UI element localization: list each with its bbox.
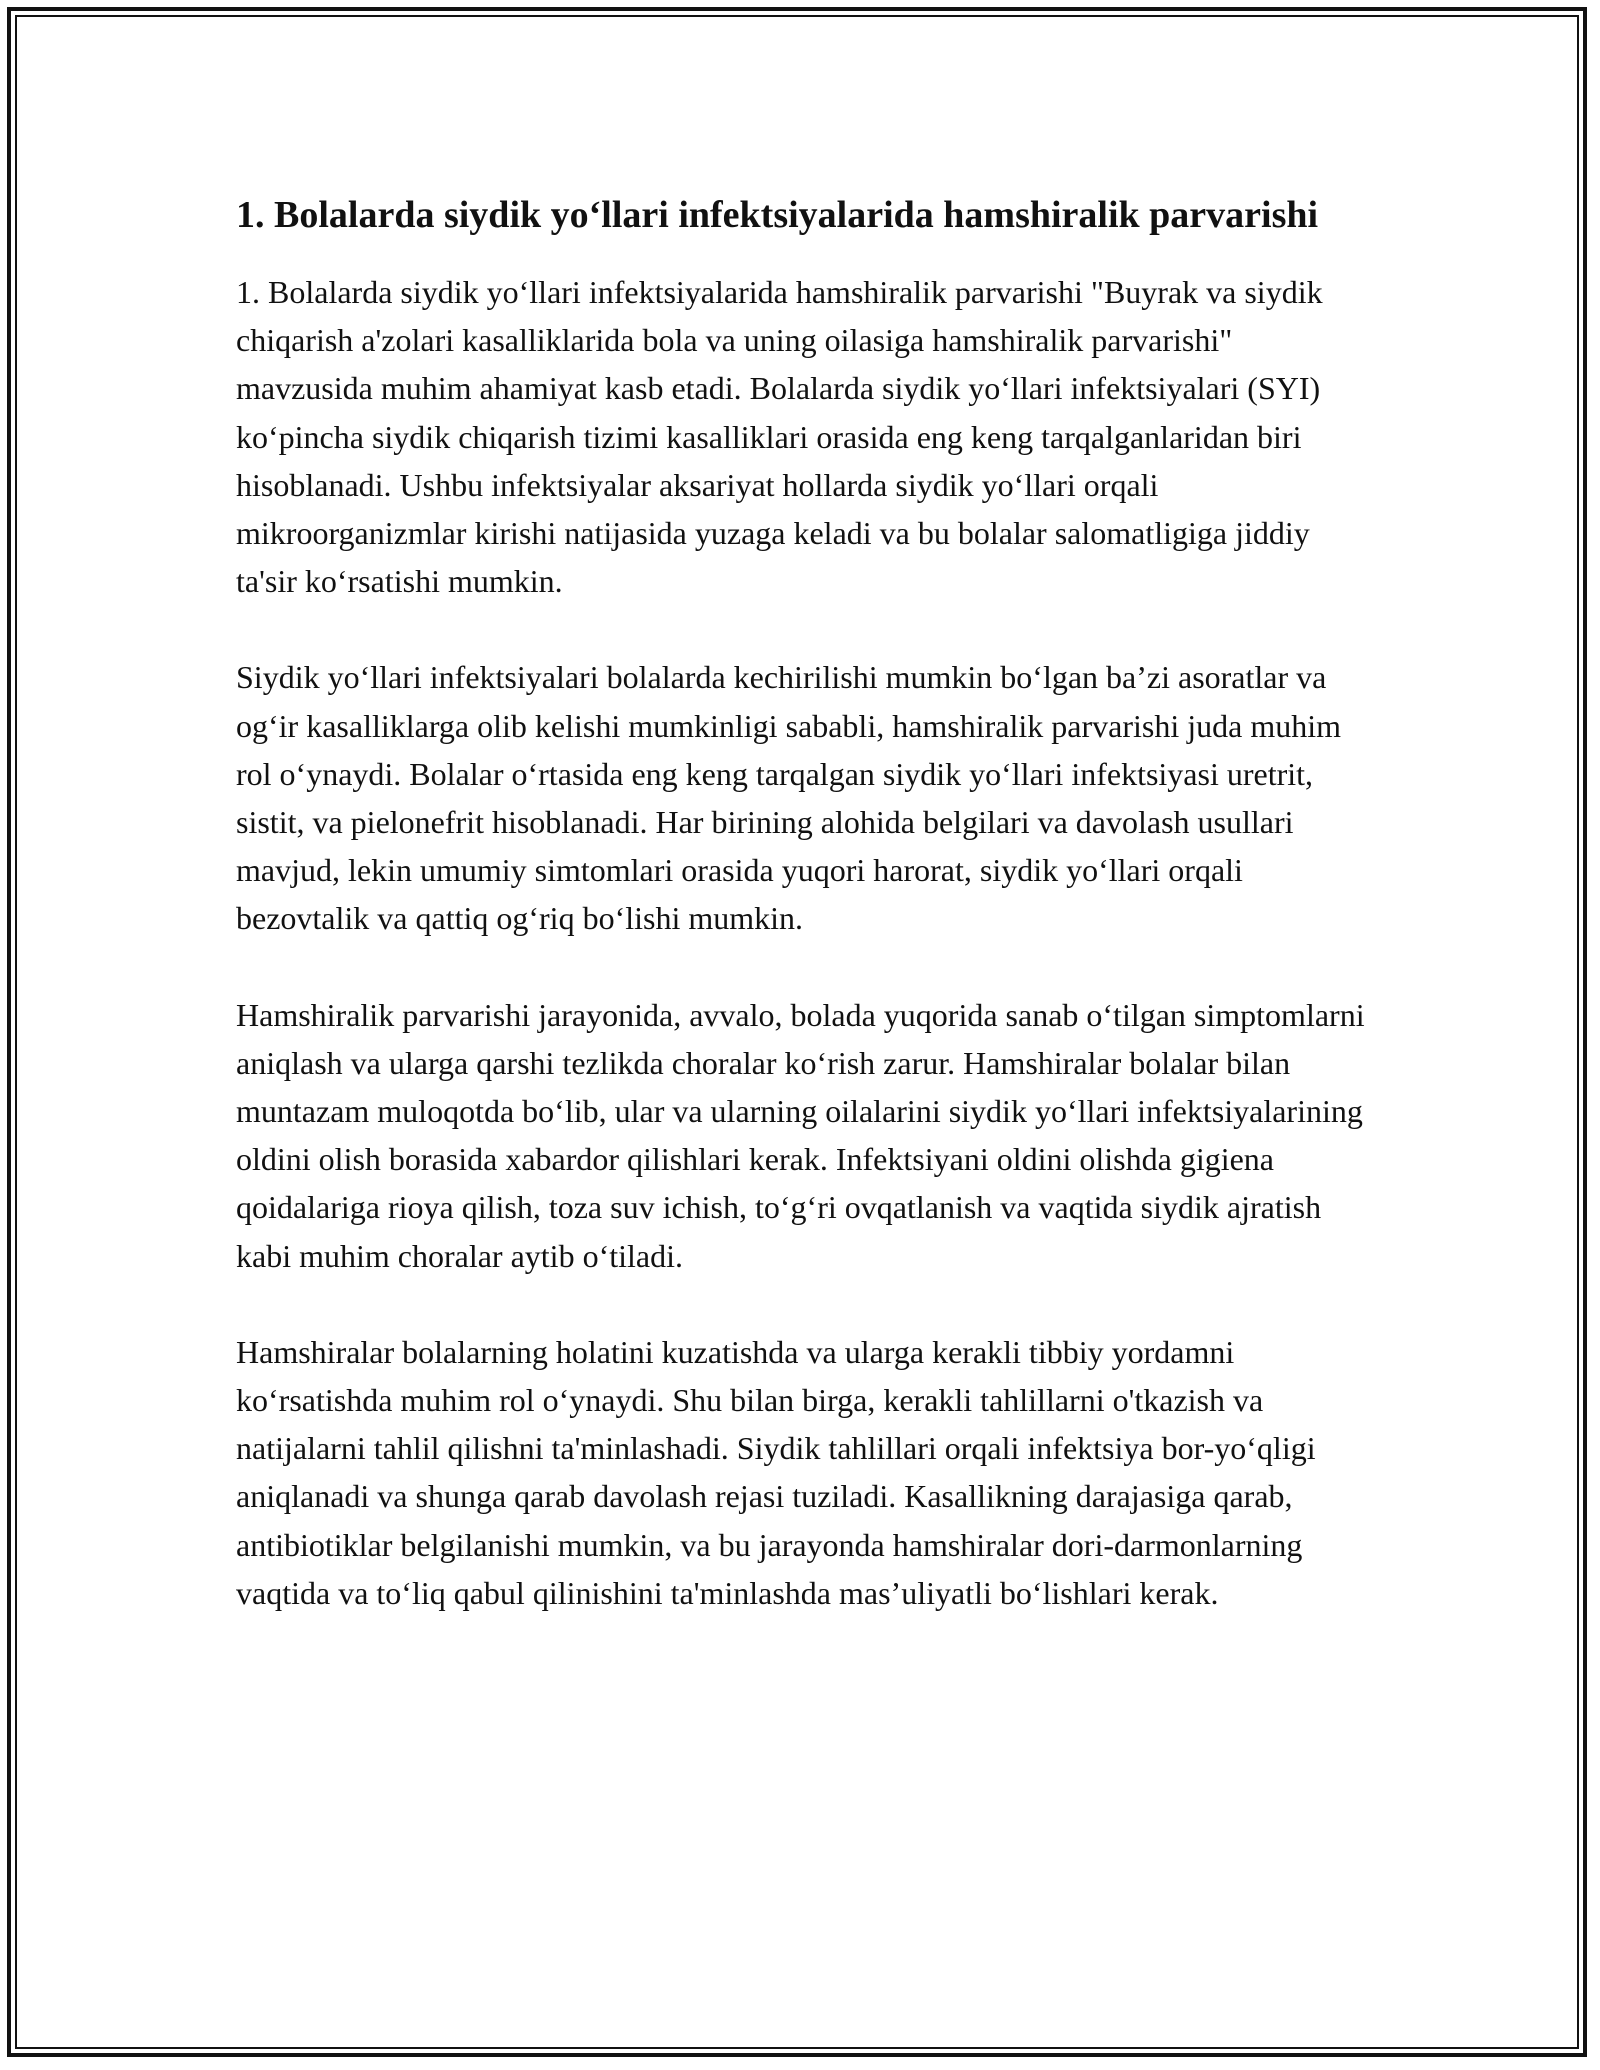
document-body	[236, 188, 1376, 1665]
paragraph-monitoring: Hamshiralar bolalarning holatini kuzatishda va ularga kerakli tibbiy yordamni ko‘rsatishda muhim rol o‘ynaydi. Shu bilan birga, kerakli tahlillarni o'tkazish va natijalarni tahlil qilishni ta'minlashadi. Siydik tahlillari orqali infektsiya bor-yo‘qligi aniqlanadi va shunga qarab davolash rejasi tuziladi. Kasallikning darajasiga qarab, antibiotiklar belgilanishi mumkin, va bu jarayonda hamshiralar dori-darmonlarning vaqtida va to‘liq qabul qilinishini ta'minlashda mas’uliyatli bo‘lishlari kerak.	[236, 1333, 1316, 1611]
paragraph-nursing-process: Hamshiralik parvarishi jarayonida, avvalo, bolada yuqorida sanab o‘tilgan simptomlarni aniqlash va ularga qarshi tezlikda choralar ko‘rish zarur. Hamshiralar bolalar bilan muntazam muloqotda bo‘lib, ular va ularning oilalarini siydik yo‘llari infektsiyalarining oldini olish borasida xabardor qilishlari kerak. Infektsiyani oldini olishda gigiena qoidalariga rioya qilish, toza suv ichish, to‘g‘ri ovqatlanish va vaqtida siydik ajratish kabi muhim choralar aytib o‘tiladi.	[236, 996, 1365, 1274]
document-title: 1. Bolalarda siydik yo‘llari infektsiyalarida hamshiralik parvarishi	[236, 194, 1319, 236]
paragraph-complications: Siydik yo‘llari infektsiyalari bolalarda kechirilishi mumkin bo‘lgan ba’zi asoratlar va og‘ir kasalliklarga olib kelishi mumkinligi sababli, hamshiralik parvarishi juda muhim rol o‘ynaydi. Bolalar o‘rtasida eng keng tarqalgan siydik yo‘llari infektsiyasi uretrit, sistit, va pielonefrit hisoblanadi. Har birining alohida belgilari va davolash usullari mavjud, lekin umumiy simtomlari orasida yuqori harorat, siydik yo‘llari orqali bezovtalik va qattiq og‘riq bo‘lishi mumkin.	[236, 659, 1341, 937]
paragraph-intro: 1. Bolalarda siydik yo‘llari infektsiyalarida hamshiralik parvarishi "Buyrak va siydik chiqarish a'zolari kasalliklarida bola va uning oilasiga hamshiralik parvarishi" mavzusida muhim ahamiyat kasb etadi. Bolalarda siydik yo‘llari infektsiyalari (SYI) ko‘pincha siydik chiqarish tizimi kasalliklari orasida eng keng tarqalganlaridan biri hisoblanadi. Ushbu infektsiyalar aksariyat hollarda siydik yo‘llari orqali mikroorganizmlar kirishi natijasida yuzaga keladi va bu bolalar salomatligiga jiddiy ta'sir ko‘rsatishi mumkin.	[236, 274, 1323, 600]
